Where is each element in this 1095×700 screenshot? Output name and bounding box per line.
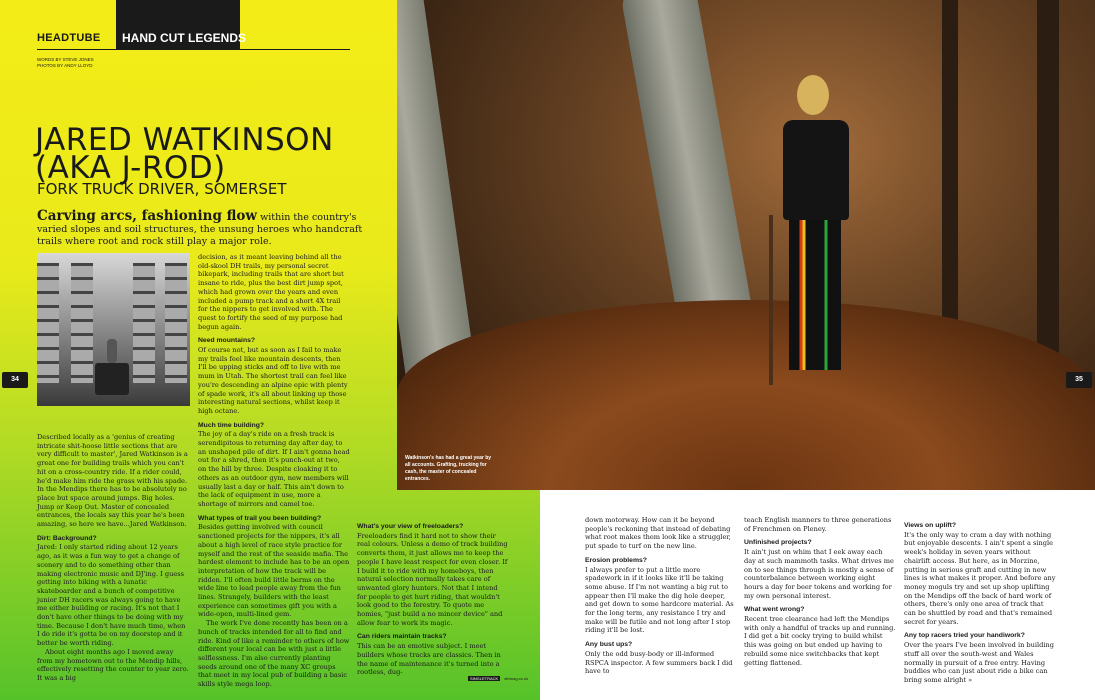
- question-heading: Unfinished projects?: [744, 539, 812, 547]
- article-subtitle: FORK TRUCK DRIVER, SOMERSET: [37, 180, 287, 198]
- question-heading: Erosion problems?: [585, 556, 647, 564]
- question-heading: Any bust ups?: [585, 641, 633, 649]
- column-4: [585, 516, 735, 676]
- body-paragraph: About eight months ago I moved away from my hometown out to the Mendip hills, effectively resetting the counter to year zero. It was a big: [37, 647, 189, 682]
- body-paragraph: down motorway. How can it be beyond people's reckoning that instead of debating what root makes them look like a struggler, put spade to turf on the new line.: [585, 516, 731, 551]
- column-3: [357, 517, 509, 677]
- column-5: [744, 516, 896, 667]
- folio: [468, 676, 532, 681]
- body-paragraph: This can be an emotive subject. I meet builders whose tracks are classics. Then in the name of maintenance it's turned into a rootless, dug-: [357, 642, 501, 677]
- body-paragraph: Over the years I've been involved in building stuff all over the south-west and Wales normally in pursuit of a free entry. Having buddies who can just about ride a bike can bring some alright »: [904, 641, 1054, 684]
- section-label: HEADTUBE: [37, 32, 101, 44]
- byline: [37, 57, 94, 69]
- question-heading: Any top racers tried your handiwork?: [904, 632, 1025, 640]
- rider-photo: [397, 0, 1095, 490]
- question-heading: What's your view of freeloaders?: [357, 523, 464, 530]
- body-paragraph: The work I've done recently has been on a bunch of tracks intended for all to find and ride. Kind of like a reminder to others of how different your local can be with just a little selflessness. I'm also currently planting seeds around one of the many XC groups that meet in my local pub of building a basic skills style mega loop.: [198, 619, 350, 689]
- standfirst-lead: Carving arcs, fashioning flow: [37, 208, 258, 224]
- question-heading: Views on uplift?: [904, 522, 956, 529]
- photos-credit: PHOTOS BY ANDY LLOYD: [37, 63, 93, 68]
- question-heading: Can riders maintain tracks?: [357, 633, 447, 641]
- series-label: HAND CUT LEGENDS: [122, 31, 247, 45]
- body-paragraph: Jared: I only started riding about 12 years ago, as it was a fun way to get a change of scenery and to do something other than making electronic music and DJ'ing. I guess getting into biking with a lunatic skateboarder and a bunch of competitive junior DH racers was always going to have me either building or racing. It's not that I don't have other things to be doing with my time. Because I don't have much time, when I do ride it's gotta be on my doorstep and it better be worth riding.: [37, 543, 186, 648]
- question-heading: Dirt: Background?: [37, 534, 97, 542]
- standfirst: [37, 210, 377, 248]
- article-title: [35, 122, 334, 186]
- question-heading: Much time building?: [198, 421, 265, 429]
- title-line: JARED WATKINSON: [35, 122, 334, 158]
- column-6: [904, 516, 1056, 685]
- words-credit: WORDS BY STEVE JONES: [37, 57, 94, 62]
- warehouse-photo: [37, 253, 190, 406]
- body-paragraph: Freeloaders find it hard not to show their real colours. Unless a demo of track building converts them, it just allows me to keep the people I have least respect for even closer. If I build it to ride with my homeboys, then natural selection normally takes care of unwanted glory hunters. Not that I intend for people to get hurt riding, that wouldn't look good to the forestry. To quote me homies, "just build a no mincer device" and allow fear to work its magic.: [357, 531, 508, 627]
- body-paragraph: Only the odd busy-body or ill-informed RSPCA inspector. A few summers back I did have to: [585, 649, 733, 676]
- body-paragraph: I always prefer to put a little more spadework in if it looks like it'll be taking some abuse. If I'm not wanting a big rut to appear then I'll make the dig hole deeper, and get down to some hardcore material. As for the long term, any resistance I try and make will be futile and not long after I stop riding it'll be lost.: [585, 565, 734, 635]
- body-paragraph: The joy of a day's ride on a fresh track is serendipitous to returning day after day, to an unshaped pile of dirt. If I ain't gonna head out for a shred, then it's punch-out at two, on the hill by three. Despite cloaking it to others as an outdoor gym, new members will usually last a day or half. This ain't down to the lack of equipment in use, more a shortage of mirrors and camel toe.: [198, 430, 350, 508]
- body-paragraph: It's the only way to cram a day with nothing but enjoyable descents. I ain't spent a single week's holiday in seven years without chairlift access. But here, as in Morzine, putting in serious graft and cutting in new lines is what makes it proper. And before any money moguls try and set up shop uplifting on the Mendips off the back of hard work of others, there's only one area of track that can be shuttled by road and that's remained secret for years.: [904, 530, 1056, 626]
- folio-url: dirtmag.co.uk: [504, 676, 529, 681]
- title-line: (AKA J-ROD): [35, 150, 226, 186]
- question-heading: Need mountains?: [198, 337, 256, 345]
- folio-badge: SINGLETRACK: [470, 676, 499, 681]
- body-paragraph: teach English manners to three generations of Frenchmen on Pleney.: [744, 516, 892, 533]
- page-number-right: 35: [1066, 372, 1092, 388]
- question-heading: What types of trail you been building?: [198, 514, 322, 522]
- body-paragraph: Of course not, but as soon as I fail to make my trails feel like mountain descents, then I'll be upping sticks and off to live with me mum in Utah. The shortest trail can feel like you're descending an alpine epic with plenty of spade work, it's all about linking up those interesting natural sections, whilst keep it high octane.: [198, 346, 348, 415]
- body-paragraph: It ain't just on whim that I eek away each day at such mammoth tasks. What drives me on to see things through is mostly a sense of counterbalance between working eight hours a day for beer tokens and working for my own personal interest.: [744, 548, 894, 600]
- column-1: [37, 433, 190, 683]
- body-paragraph: Besides getting involved with council sanctioned projects for the nippers, it's all about a high level of race style practice for myself and the rest of the seaside mafia. The hardest element to include has to be an open interpretation of how the track will be ridden. I'll often build little berms on the wide line to lead people away from the fun lines. Strangely, builders with the least experience can sometimes gift you with a wide-open, multi-lined gem.: [198, 523, 350, 619]
- standfirst-rest: within the country's varied slopes and soil structures, the unsung heroes who handcraft trails where root and rock still play a major role.: [37, 212, 363, 247]
- header-rule: [37, 49, 350, 50]
- body-paragraph: decision, as it meant leaving behind all the old-skool DH trails, my personal secret bikepark, including trails that are short but insane to ride, plus the best dirt jump spot, which had grown over the years and even included a pump track and a short 4X trail for the nippers to get involved with. The quest to fortify the seed of my purpose had begun again.: [198, 253, 344, 331]
- body-paragraph: Recent tree clearance had left the Mendips with only a handful of tracks up and running. I did get a bit cocky trying to build whilst this was going on but ended up having to rebuild some nice switchbacks that kept getting flattened.: [744, 615, 896, 667]
- question-heading: What went wrong?: [744, 606, 805, 614]
- page-number-left: 34: [2, 372, 28, 388]
- photo-caption: Watkinson's has had a great year by all accounts. Grafting, trucking for cash, the master of concealed entrances.: [405, 455, 492, 482]
- column-2: [198, 253, 350, 689]
- body-paragraph: Described locally as a 'genius of creating intricate shit-hoose little sections that are very difficult to master', Jared Watkinson is a great one for building trails which you can't hit on a cross-country ride. If a rider could, he'd make him ride the grass with his spade. In the Mendips there has to be absolutely no place but space around jumps. Big holes. Jump or Keep Out. Master of concealed entrances, the locals say this year he's been amazing, so here we have...Jared Watkinson.: [37, 433, 188, 529]
